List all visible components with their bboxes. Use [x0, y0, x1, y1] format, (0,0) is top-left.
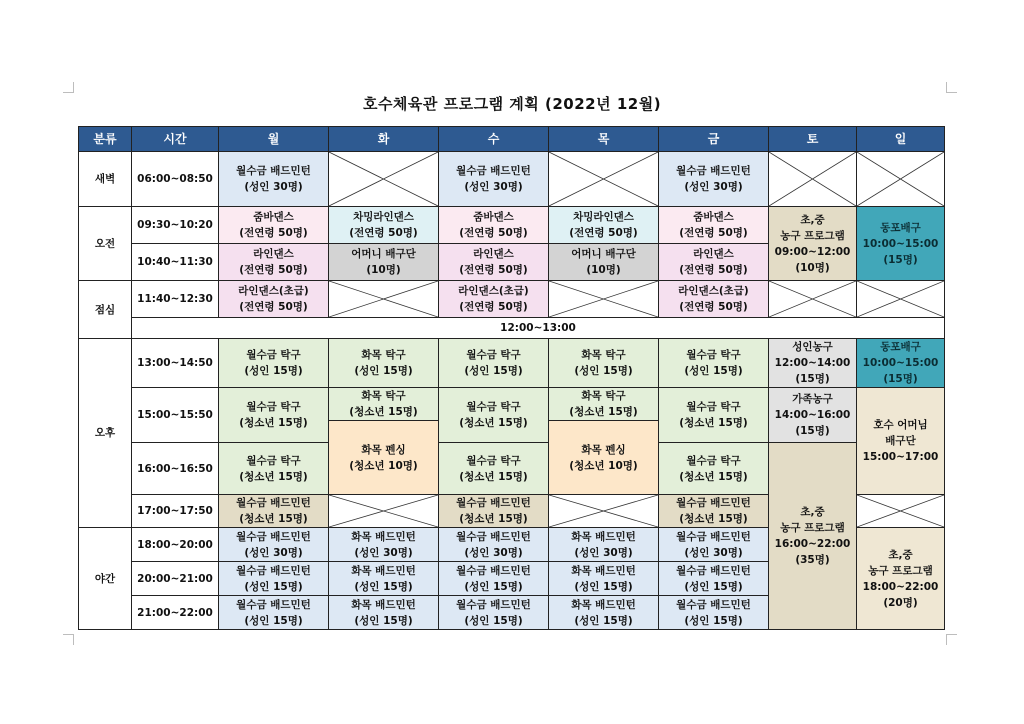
program-capacity: (청소년 15명): [239, 417, 308, 429]
program-capacity: (성인 15명): [464, 365, 523, 377]
program-capacity: (성인 30명): [684, 546, 743, 559]
program-capacity: (전연령 50명): [239, 264, 308, 276]
schedule-row: [79, 207, 945, 244]
program-cell: [439, 339, 549, 388]
program-cell: [549, 388, 659, 421]
program-name: 월수금 탁구: [466, 401, 521, 413]
program-capacity: (청소년 10명): [569, 459, 638, 472]
program-cell: [549, 339, 659, 388]
program-cell: [329, 244, 439, 281]
program-cell: [659, 207, 769, 244]
program-name: 월수금 탁구: [686, 349, 741, 361]
category-evening: 야간: [79, 528, 132, 630]
program-capacity: (10명): [795, 261, 830, 274]
program-capacity: (전연령 50명): [679, 264, 748, 276]
program-name: 가족농구: [792, 393, 833, 405]
header-sun: 일: [857, 127, 945, 152]
time-cell: 17:00~17:50: [132, 495, 219, 528]
program-cell: [857, 528, 945, 630]
program-name: 월수금 배드민턴: [676, 165, 751, 177]
program-name: 농구 프로그램: [868, 564, 933, 577]
page-corner-mark: [946, 634, 957, 645]
program-capacity: (청소년 15명): [679, 417, 748, 429]
schedule-row: [79, 281, 945, 318]
program-capacity: (성인 15명): [574, 365, 633, 377]
program-time: 15:00~17:00: [862, 451, 939, 463]
empty-slot: [329, 495, 439, 528]
program-capacity: (성인 30명): [464, 546, 523, 559]
empty-slot: [857, 281, 945, 318]
program-capacity: (성인 15명): [574, 614, 633, 627]
program-cell: [659, 528, 769, 562]
program-name: 호수 어머님: [873, 419, 928, 431]
program-name: 월수금 배드민턴: [456, 598, 531, 611]
program-cell: [219, 207, 329, 244]
program-capacity: (청소년 10명): [349, 459, 418, 472]
program-capacity: (성인 15명): [244, 614, 303, 627]
program-cell: [329, 339, 439, 388]
program-cell: [659, 562, 769, 596]
program-capacity: (청소년 15명): [679, 470, 748, 483]
program-cell: [549, 528, 659, 562]
program-name: 배구단: [885, 435, 916, 447]
program-name: 월수금 배드민턴: [236, 530, 311, 543]
program-name: 화목 탁구: [361, 349, 406, 361]
empty-slot-cross: [857, 495, 944, 527]
program-name: 화목 펜싱: [361, 443, 406, 456]
program-cell: [439, 244, 549, 281]
program-name: 라인댄스: [253, 248, 294, 260]
program-cell: [219, 244, 329, 281]
program-name: 초,중: [800, 213, 825, 226]
program-time: 16:00~22:00: [774, 538, 851, 550]
program-capacity: (20명): [883, 596, 918, 609]
program-cell: [659, 443, 769, 495]
program-cell: [219, 528, 329, 562]
program-capacity: (청소년 15명): [349, 406, 418, 418]
schedule-row: [79, 318, 945, 339]
category-lunch: 점심: [79, 281, 132, 339]
program-capacity: (성인 15명): [464, 614, 523, 627]
program-capacity: (성인 15명): [244, 365, 303, 377]
program-capacity: (전연령 50명): [239, 227, 308, 239]
program-cell: [769, 388, 857, 443]
program-cell: [549, 207, 659, 244]
program-cell: [769, 339, 857, 388]
empty-slot-cross: [769, 152, 856, 206]
program-cell: [439, 528, 549, 562]
empty-slot: [769, 281, 857, 318]
program-name: 농구 프로그램: [780, 229, 845, 242]
category-morning: 오전: [79, 207, 132, 281]
empty-slot-cross: [549, 152, 658, 206]
empty-slot-cross: [329, 281, 438, 317]
program-name: 월수금 배드민턴: [456, 165, 531, 177]
program-name: 월수금 배드민턴: [456, 497, 531, 509]
program-cell: [329, 388, 439, 421]
program-cell: [769, 207, 857, 281]
program-name: 월수금 배드민턴: [676, 530, 751, 543]
program-cell: [769, 443, 857, 630]
program-cell: [219, 443, 329, 495]
program-capacity: (전연령 50명): [349, 227, 418, 239]
program-cell: [219, 339, 329, 388]
program-capacity: (성인 15명): [684, 365, 743, 377]
program-capacity: (성인 15명): [354, 365, 413, 377]
time-cell: 13:00~14:50: [132, 339, 219, 388]
program-name: 월수금 배드민턴: [236, 165, 311, 177]
program-name: 월수금 배드민턴: [236, 497, 311, 509]
program-name: 라인댄스(초급): [238, 285, 309, 297]
empty-slot-cross: [329, 495, 438, 527]
program-capacity: (10명): [366, 264, 401, 276]
program-name: 동포배구: [880, 221, 921, 234]
empty-slot: [329, 281, 439, 318]
program-capacity: (성인 30명): [244, 181, 303, 193]
program-name: 라인댄스(초급): [458, 285, 529, 297]
document-title: 호수체육관 프로그램 계획 (2022년 12월): [362, 95, 662, 113]
empty-slot: [549, 152, 659, 207]
program-capacity: (성인 30명): [464, 181, 523, 193]
program-name: 월수금 탁구: [466, 349, 521, 361]
program-cell: [439, 495, 549, 528]
program-capacity: (청소년 15명): [239, 470, 308, 483]
noon-break: 12:00~13:00: [132, 318, 945, 339]
program-capacity: (전연령 50명): [459, 301, 528, 313]
program-capacity: (전연령 50명): [679, 301, 748, 313]
program-capacity: (15명): [795, 425, 830, 437]
program-time: 10:00~15:00: [862, 357, 939, 369]
program-name: 화목 배드민턴: [571, 564, 636, 577]
program-capacity: (35명): [795, 554, 830, 566]
program-cell: [659, 388, 769, 443]
time-cell: 16:00~16:50: [132, 443, 219, 495]
program-cell: [659, 596, 769, 630]
schedule-row: [79, 339, 945, 388]
time-cell: 06:00~08:50: [132, 152, 219, 207]
program-cell: [329, 596, 439, 630]
program-cell: [659, 152, 769, 207]
program-capacity: (성인 30명): [684, 181, 743, 193]
program-name: 라인댄스: [473, 248, 514, 260]
empty-slot: [857, 495, 945, 528]
program-cell: [857, 388, 945, 495]
program-capacity: (청소년 15명): [679, 513, 748, 525]
program-capacity: (10명): [586, 264, 621, 276]
program-cell: [659, 339, 769, 388]
empty-slot-cross: [549, 281, 658, 317]
header-tue: 화: [329, 127, 439, 152]
program-name: 줌바댄스: [473, 211, 514, 223]
program-name: 화목 배드민턴: [571, 598, 636, 611]
empty-slot: [769, 152, 857, 207]
program-name: 성인농구: [792, 341, 833, 353]
page-corner-mark: [946, 82, 957, 93]
empty-slot-cross: [329, 152, 438, 206]
program-time: 09:00~12:00: [774, 245, 851, 258]
time-cell: 20:00~21:00: [132, 562, 219, 596]
program-name: 월수금 배드민턴: [236, 598, 311, 611]
program-capacity: (성인 30명): [244, 546, 303, 559]
header-category: 분류: [79, 127, 132, 152]
program-cell: [659, 495, 769, 528]
program-capacity: (성인 15명): [244, 580, 303, 593]
program-name: 월수금 배드민턴: [236, 564, 311, 577]
schedule-row: [79, 152, 945, 207]
page-corner-mark: [63, 634, 74, 645]
schedule-row: [79, 388, 945, 421]
time-cell: 10:40~11:30: [132, 244, 219, 281]
program-cell: [219, 562, 329, 596]
program-cell: [219, 281, 329, 318]
time-cell: 21:00~22:00: [132, 596, 219, 630]
empty-slot-cross: [769, 281, 856, 317]
program-name: 라인댄스: [693, 248, 734, 260]
header-wed: 수: [439, 127, 549, 152]
program-name: 화목 펜싱: [581, 443, 626, 456]
program-name: 화목 배드민턴: [351, 598, 416, 611]
time-cell: 18:00~20:00: [132, 528, 219, 562]
program-name: 월수금 배드민턴: [676, 598, 751, 611]
program-cell: [439, 443, 549, 495]
empty-slot-cross: [549, 495, 658, 527]
program-cell: [439, 596, 549, 630]
category-dawn: 새벽: [79, 152, 132, 207]
time-cell: 09:30~10:20: [132, 207, 219, 244]
program-cell: [329, 562, 439, 596]
program-cell: [329, 207, 439, 244]
program-capacity: (성인 15명): [684, 614, 743, 627]
program-name: 월수금 배드민턴: [456, 530, 531, 543]
program-cell: [857, 207, 945, 281]
program-cell: [329, 528, 439, 562]
program-capacity: (전연령 50명): [459, 227, 528, 239]
program-capacity: (청소년 15명): [459, 470, 528, 483]
program-name: 월수금 탁구: [246, 349, 301, 361]
program-cell: [439, 152, 549, 207]
header-fri: 금: [659, 127, 769, 152]
program-name: 화목 탁구: [581, 349, 626, 361]
time-cell: 11:40~12:30: [132, 281, 219, 318]
program-capacity: (전연령 50명): [459, 264, 528, 276]
program-name: 화목 배드민턴: [351, 564, 416, 577]
program-capacity: (청소년 15명): [239, 513, 308, 525]
program-name: 줌바댄스: [253, 211, 294, 223]
program-name: 월수금 배드민턴: [676, 497, 751, 509]
program-cell: [219, 388, 329, 443]
program-name: 화목 탁구: [581, 390, 626, 402]
page-corner-mark: [63, 82, 74, 93]
program-capacity: (성인 15명): [464, 580, 523, 593]
schedule-row: [79, 443, 945, 495]
program-name: 동포배구: [880, 341, 921, 353]
program-name: 어머니 배구단: [351, 248, 416, 260]
program-cell: [219, 596, 329, 630]
program-capacity: (15명): [883, 373, 918, 385]
program-cell: [439, 207, 549, 244]
program-name: 어머니 배구단: [571, 248, 636, 260]
program-cell: [659, 281, 769, 318]
program-name: 월수금 탁구: [686, 454, 741, 467]
empty-slot: [549, 281, 659, 318]
program-cell: [857, 339, 945, 388]
category-afternoon: 오후: [79, 339, 132, 528]
program-capacity: (청소년 15명): [569, 406, 638, 418]
time-cell: 15:00~15:50: [132, 388, 219, 443]
program-capacity: (전연령 50명): [569, 227, 638, 239]
program-cell: [549, 596, 659, 630]
header-row: [79, 127, 945, 152]
program-capacity: (성인 30명): [354, 546, 413, 559]
program-capacity: (성인 15명): [354, 614, 413, 627]
empty-slot-cross: [857, 152, 944, 206]
program-name: 줌바댄스: [693, 211, 734, 223]
empty-slot: [329, 152, 439, 207]
header-sat: 토: [769, 127, 857, 152]
header-thu: 목: [549, 127, 659, 152]
empty-slot-cross: [857, 281, 944, 317]
program-cell: [549, 244, 659, 281]
program-name: 차밍라인댄스: [353, 211, 414, 223]
program-name: 월수금 탁구: [686, 401, 741, 413]
program-capacity: (전연령 50명): [679, 227, 748, 239]
program-name: 월수금 배드민턴: [456, 564, 531, 577]
empty-slot: [549, 495, 659, 528]
program-cell: [439, 388, 549, 443]
program-cell: [439, 281, 549, 318]
program-time: 10:00~15:00: [862, 237, 939, 250]
program-time: 18:00~22:00: [862, 580, 939, 593]
program-capacity: (청소년 15명): [459, 513, 528, 525]
program-name: 화목 배드민턴: [571, 530, 636, 543]
empty-slot: [857, 152, 945, 207]
header-time: 시간: [132, 127, 219, 152]
program-name: 월수금 탁구: [246, 454, 301, 467]
program-capacity: (성인 15명): [684, 580, 743, 593]
program-name: 라인댄스(초급): [678, 285, 749, 297]
program-cell: [439, 562, 549, 596]
program-time: 14:00~16:00: [774, 409, 851, 421]
program-capacity: (청소년 15명): [459, 417, 528, 429]
program-cell: [549, 562, 659, 596]
program-cell: [659, 244, 769, 281]
program-name: 초,중: [888, 548, 913, 561]
program-cell: [329, 421, 439, 495]
program-name: 월수금 탁구: [246, 401, 301, 413]
program-cell: [219, 152, 329, 207]
program-capacity: (성인 30명): [574, 546, 633, 559]
program-capacity: (전연령 50명): [239, 301, 308, 313]
program-capacity: (성인 15명): [354, 580, 413, 593]
program-name: 농구 프로그램: [780, 522, 845, 534]
program-name: 화목 탁구: [361, 390, 406, 402]
header-mon: 월: [219, 127, 329, 152]
program-cell: [219, 495, 329, 528]
program-name: 화목 배드민턴: [351, 530, 416, 543]
program-name: 월수금 탁구: [466, 454, 521, 467]
program-time: 12:00~14:00: [774, 357, 851, 369]
program-capacity: (성인 15명): [574, 580, 633, 593]
program-name: 초,중: [800, 506, 825, 518]
program-schedule-table: [78, 126, 945, 630]
program-name: 차밍라인댄스: [573, 211, 634, 223]
program-name: 월수금 배드민턴: [676, 564, 751, 577]
program-cell: [549, 421, 659, 495]
program-capacity: (15명): [795, 373, 830, 385]
program-capacity: (15명): [883, 253, 918, 266]
